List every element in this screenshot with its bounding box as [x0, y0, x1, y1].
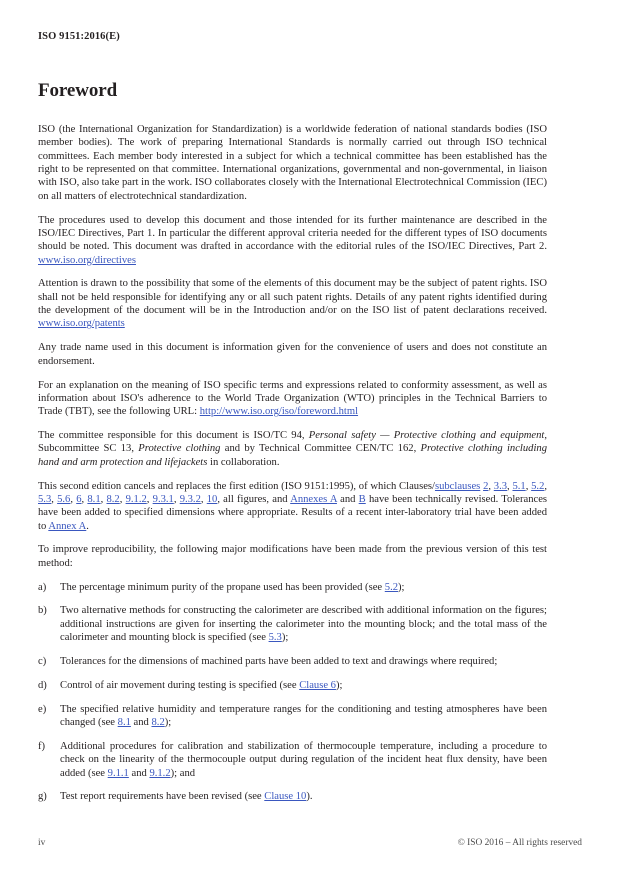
list-item-marker: f) — [38, 740, 46, 752]
list-item-text: Additional procedures for calibration and stabilization of thermocouple temperature, including a procedure to check on the linearity of the thermocouple output during regulation of the incident heat flux density, have been added (see 9.1.1 and 9.1.2); and — [60, 740, 547, 779]
paragraph-iso-description: ISO (the International Organization for Standardization) is a worldwide federation of national standards bodies (ISO member bodies). The work of preparing International Standards is normally carried out through ISO technical committees. Each member body interested in a subject for which a technical committee has been established has the right to be represented on that committee. International organizations, governmental and non-governmental, in liaison with ISO, also take part in the work. ISO collaborates closely with the International Electrotechnical Commission (IEC) on all matters of electrotechnical standardization. — [38, 124, 547, 202]
list-item-marker: e) — [38, 703, 47, 715]
link-clause-8-1[interactable]: 8.1 — [87, 493, 101, 505]
link-clause-5-2[interactable]: 5.2 — [531, 480, 545, 492]
link-annexes-a[interactable]: Annexes A — [290, 493, 337, 505]
list-item — [38, 740, 547, 780]
link-clause-9-3-2[interactable]: 9.3.2 — [179, 493, 201, 505]
second-edition-text-2: , all figures, and — [217, 493, 291, 505]
committee-text-1: The committee responsible for this document is ISO/TC 94, — [38, 430, 309, 442]
paragraph-second-edition — [38, 480, 547, 533]
link-ref-9-1-1[interactable]: 9.1.1 — [107, 767, 129, 779]
link-clause-8-2[interactable]: 8.2 — [106, 493, 120, 505]
second-edition-text-1: This second edition cancels and replaces the first edition (ISO 9151:1995), of which Clauses/ — [38, 480, 435, 492]
committee-text-3: and by Technical Committee CEN/TC 162, — [220, 443, 421, 455]
link-subclauses[interactable]: subclauses — [434, 480, 481, 492]
page-number: iv — [38, 838, 46, 848]
paragraph-patent-rights — [38, 277, 547, 330]
copyright-notice: © ISO 2016 – All rights reserved — [457, 838, 582, 848]
link-iso-foreword-html[interactable]: http://www.iso.org/iso/foreword.html — [199, 406, 359, 418]
committee-title-3: Protective clothing including hand and arm protection and lifejackets — [38, 443, 547, 468]
second-edition-text-3: and — [336, 493, 359, 505]
link-clause-2[interactable]: 2 — [483, 480, 489, 492]
link-ref-5-3[interactable]: 5.3 — [268, 632, 282, 644]
paragraph-committee — [38, 429, 547, 469]
second-edition-text-5: . — [86, 520, 89, 532]
committee-text-2: , Subcommittee SC 13, — [38, 430, 548, 455]
link-clause-5-6[interactable]: 5.6 — [57, 493, 71, 505]
committee-text-4: in collaboration. — [207, 456, 280, 468]
clause-links-container: 2, 3.3, 5.1, 5.2, 5.3, 5.6, 6, 8.1, 8.2, 9.1.2, 9.3.1, 9.3.2, 10 — [38, 480, 548, 505]
link-clause-5-1[interactable]: 5.1 — [512, 480, 526, 492]
paragraph-conformity-text: For an explanation on the meaning of ISO specific terms and expressions related to conformity assessment, as well as information about ISO's adherence to the World Trade Organization (WTO) principles in the Technical Barriers to Trade (TBT), see the following URL: — [38, 379, 547, 418]
list-item — [38, 703, 547, 730]
list-item — [38, 581, 547, 594]
second-edition-text-4: have been technically revised. Tolerances have been added to specified dimensions where appropriate. Results of a recent inter-laboratory trial have been added to — [38, 493, 548, 532]
paragraph-procedures-text: The procedures used to develop this document and those intended for its further maintenance are described in the ISO/IEC Directives, Part 1. In particular the different approval criteria needed for the different types of ISO documents should be noted. This document was drafted in accordance with the editorial rules of the ISO/IEC Directives, Part 2. — [38, 214, 547, 253]
list-item — [38, 655, 547, 668]
page-footer — [38, 838, 582, 852]
link-ref-8-2[interactable]: 8.2 — [151, 717, 165, 729]
list-item-text: The percentage minimum purity of the propane used has been provided (see 5.2); — [60, 581, 405, 593]
link-ref-8-1[interactable]: 8.1 — [117, 717, 131, 729]
link-iso-directives[interactable]: www.iso.org/directives — [38, 254, 136, 266]
running-head: ISO 9151:2016(E) — [38, 31, 120, 42]
paragraph-trade-name: Any trade name used in this document is information given for the convenience of users and does not constitute an endorsement. — [38, 342, 547, 367]
committee-title-1: Personal safety — Protective clothing and equipment — [308, 430, 545, 442]
link-ref-9-1-2[interactable]: 9.1.2 — [149, 767, 171, 779]
link-clause-10[interactable]: 10 — [206, 493, 218, 505]
list-item-marker: a) — [38, 581, 47, 593]
paragraph-modifications-intro: To improve reproducibility, the following major modifications have been made from the previous version of this test method: — [38, 544, 547, 569]
paragraph-patent-rights-text: Attention is drawn to the possibility that some of the elements of this document may be the subject of patent rights. ISO shall not be held responsible for identifying any or all such patent rights. Details of any patent rights identified during the development of the document will be in the Introduction and/or on the ISO list of patent declarations received. — [38, 278, 547, 317]
list-item-text: The specified relative humidity and temperature ranges for the conditioning and testing atmospheres have been changed (see 8.1 and 8.2); — [60, 703, 547, 729]
link-annex-a[interactable]: Annex A — [48, 520, 87, 532]
committee-title-2: Protective clothing — [138, 443, 221, 455]
link-clause-9-3-1[interactable]: 9.3.1 — [152, 493, 174, 505]
link-clause-6[interactable]: 6 — [76, 493, 82, 505]
list-item — [38, 604, 547, 644]
paragraph-conformity-assessment — [38, 379, 547, 419]
page-content — [38, 80, 547, 814]
link-clause-9-1-2[interactable]: 9.1.2 — [125, 493, 147, 505]
list-item-marker: d) — [38, 679, 47, 691]
link-iso-patents[interactable]: www.iso.org/patents — [38, 318, 125, 330]
list-item — [38, 790, 547, 803]
link-annex-b[interactable]: B — [358, 493, 366, 505]
list-item — [38, 679, 547, 692]
link-clause-3-3[interactable]: 3.3 — [493, 480, 508, 492]
link-ref-5-2[interactable]: 5.2 — [384, 581, 399, 593]
list-item-marker: c) — [38, 656, 47, 667]
list-item-text: Control of air movement during testing is specified (see Clause 6); — [60, 679, 343, 691]
modifications-list — [38, 581, 547, 804]
link-ref-Clause-6[interactable]: Clause 6 — [299, 679, 336, 691]
list-item-marker: g) — [38, 791, 47, 803]
page-title: Foreword — [38, 80, 118, 101]
link-ref-Clause-10[interactable]: Clause 10 — [264, 791, 307, 803]
list-item-marker: b) — [38, 605, 47, 617]
list-item-text: Test report requirements have been revised (see Clause 10). — [60, 791, 313, 803]
link-clause-5-3[interactable]: 5.3 — [38, 493, 52, 505]
list-item-text: Two alternative methods for constructing the calorimeter are described with additional information on the figures; additional instructions are given for inserting the calorimeter into the mounting block; and the total mass of the calorimeter and mounting block is specified (see 5.3); — [60, 605, 547, 644]
list-item-text: Tolerances for the dimensions of machined parts have been added to text and drawings where required; — [60, 656, 498, 667]
paragraph-procedures — [38, 214, 547, 267]
